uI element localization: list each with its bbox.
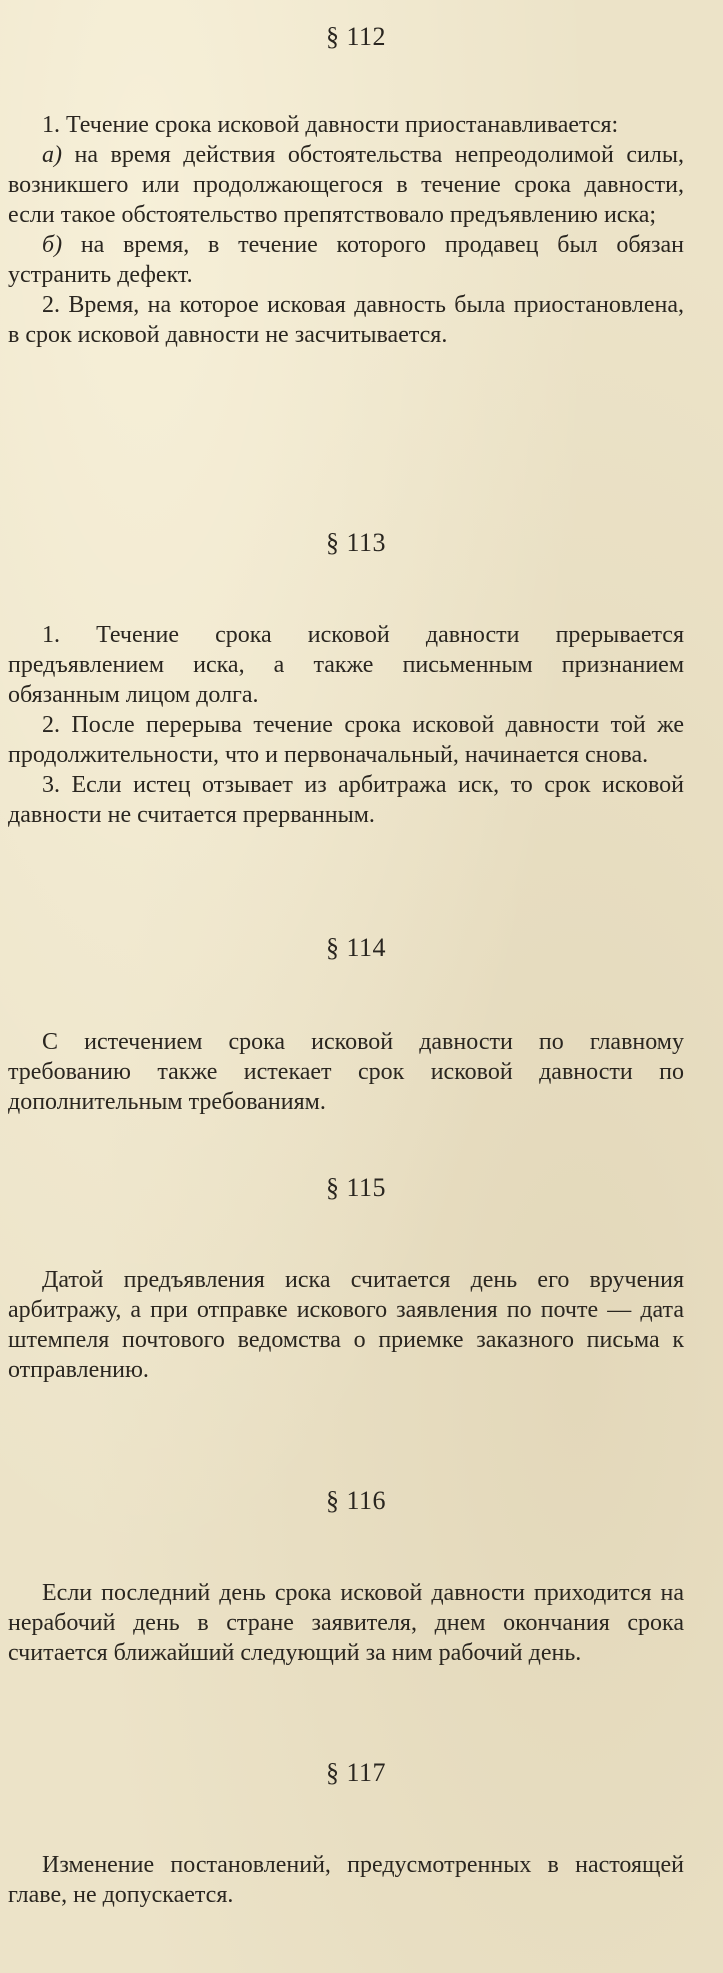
paragraph: Если последний день срока исковой давности приходится на нерабочий день в стране заявителя, днем окончания срока считается ближайший следующий за ним рабочий день.: [8, 1580, 684, 1666]
section-114: [8, 933, 684, 1117]
paragraph: С истечением срока исковой давности по главному требованию также истекает срок исковой давности по дополнительным требованиям.: [8, 1029, 684, 1115]
section-112: [8, 22, 684, 350]
paragraph: Изменение постановлений, предусмотренных в настоящей главе, не допускается.: [8, 1852, 684, 1908]
section-heading: § 116: [325, 1486, 387, 1515]
paragraph: 1. Течение срока исковой давности прерывается предъявлением иска, а также письменным признанием обязанным лицом долга.: [8, 622, 684, 708]
paragraph: 2. После перерыва течение срока исковой давности той же продолжительности, что и первоначальный, начинается снова.: [8, 712, 684, 768]
section-heading: § 114: [325, 933, 387, 962]
section-body: [8, 1850, 684, 1910]
section-115: [8, 1173, 684, 1385]
paragraph-text: на время действия обстоятельства непреодолимой силы, возникшего или продолжающегося в течение срока давности, если такое обстоятельство препятствовало предъявлению иска;: [8, 142, 684, 228]
section-body: [8, 620, 684, 830]
paragraph: 1. Течение срока исковой давности приостанавливается:: [42, 112, 619, 138]
section-body: [8, 110, 684, 350]
section-heading: § 113: [325, 528, 387, 557]
list-letter: а): [42, 142, 62, 168]
section-body: [8, 1265, 684, 1385]
section-113: [8, 528, 684, 830]
paragraph: Датой предъявления иска считается день его вручения арбитражу, а при отправке искового заявления по почте — дата штемпеля почтового ведомства о приемке заказного письма к отправлению.: [8, 1267, 684, 1383]
section-heading: § 112: [325, 22, 387, 51]
list-letter: б): [42, 232, 63, 258]
section-heading: § 117: [325, 1758, 387, 1787]
paragraph: [8, 140, 684, 230]
paragraph: [8, 230, 684, 290]
paragraph-text: на время, в течение которого продавец был обязан устранить дефект.: [8, 232, 684, 288]
section-116: [8, 1486, 684, 1668]
section-body: [8, 1027, 684, 1117]
section-heading: § 115: [325, 1173, 387, 1202]
paragraph: 2. Время, на которое исковая давность была приостановлена, в срок исковой давности не засчитывается.: [8, 292, 684, 348]
section-body: [8, 1578, 684, 1668]
section-117: [8, 1758, 684, 1910]
paragraph: 3. Если истец отзывает из арбитража иск, то срок исковой давности не считается прерванным.: [8, 772, 684, 828]
